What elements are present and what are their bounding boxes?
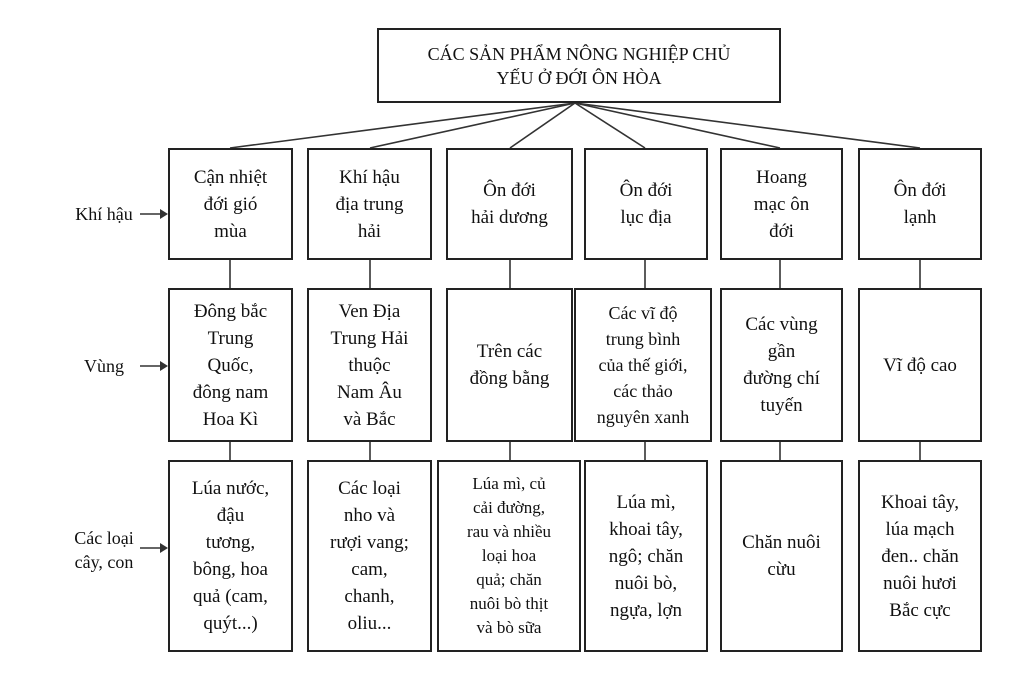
climate-text: Ôn đới lạnh: [893, 180, 947, 228]
region-box-3: [446, 288, 573, 442]
products-box-4: [584, 460, 708, 652]
region-text: Trên các đồng bằng: [469, 341, 550, 389]
products-box-6: [858, 460, 982, 652]
row-label-products: Các loại cây, con: [74, 528, 134, 572]
title-text: CÁC SẢN PHẨM NÔNG NGHIỆP CHỦ YẾU Ở ĐỚI ÔN HÒA: [427, 43, 731, 88]
title-connector-4: [575, 103, 645, 148]
products-box-3: [437, 460, 581, 652]
climate-box-3: [446, 148, 573, 260]
region-box-2: [307, 288, 432, 442]
row-label-climate: Khí hậu: [75, 204, 133, 224]
products-box-5: [720, 460, 843, 652]
products-text: Lúa nước, đậu tương, bông, hoa quả (cam, quýt...): [191, 478, 270, 634]
arrow-region-head: [160, 361, 168, 371]
climate-text: Cận nhiệt đới gió mùa: [193, 166, 268, 242]
region-text: Vĩ độ cao: [883, 354, 957, 376]
region-box-4: [574, 288, 712, 442]
climate-text: Ôn đới hải dương: [471, 180, 548, 228]
products-text: Lúa mì, củ cải đường, rau và nhiều loại hoa quả; chăn nuôi bò thịt và bò sữa: [466, 474, 552, 637]
products-box-2: [307, 460, 432, 652]
region-box-6: [858, 288, 982, 442]
region-text: Các vùng gần đường chí tuyến: [743, 314, 820, 416]
climate-text: Khí hậu địa trung hải: [335, 166, 404, 242]
climate-box-2: [307, 148, 432, 260]
products-box-1: [168, 460, 293, 652]
region-text: Đông bắc Trung Quốc, đông nam Hoa Kì: [192, 300, 269, 430]
arrow-products-head: [160, 543, 168, 553]
climate-box-6: [858, 148, 982, 260]
climate-text: Hoang mạc ôn đới: [753, 166, 810, 242]
region-box-1: [168, 288, 293, 442]
climate-box-5: [720, 148, 843, 260]
climate-text: Ôn đới lục địa: [619, 180, 673, 228]
products-text: Lúa mì, khoai tây, ngô; chăn nuôi bò, ngựa, lợn: [608, 491, 684, 621]
region-text: Các vĩ độ trung bình của thế giới, các thảo nguyên xanh: [596, 303, 690, 427]
climate-box-4: [584, 148, 708, 260]
climate-box-1: [168, 148, 293, 260]
products-text: Khoai tây, lúa mạch đen.. chăn nuôi hươi Bắc cực: [881, 491, 959, 621]
products-text: Các loại nho và rượi vang; cam, chanh, oliu...: [330, 478, 409, 634]
title-box: [377, 28, 781, 103]
region-box-5: [720, 288, 843, 442]
arrow-climate-head: [160, 209, 168, 219]
products-text: Chăn nuôi cừu: [742, 532, 821, 580]
region-text: Ven Địa Trung Hải thuộc Nam Âu và Bắc: [330, 300, 409, 430]
row-label-region: Vùng: [84, 356, 124, 376]
